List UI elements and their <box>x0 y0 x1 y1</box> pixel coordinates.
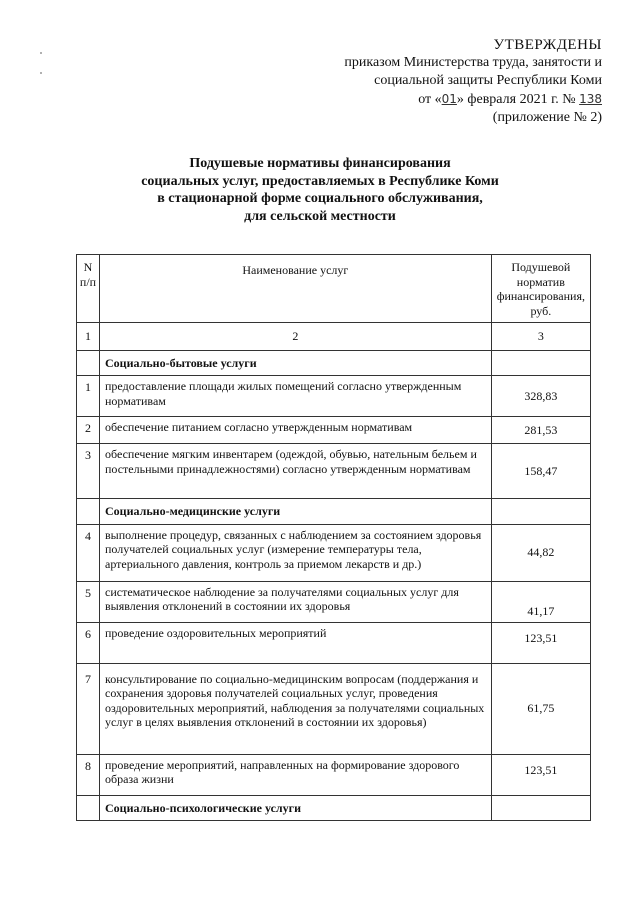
section-row <box>77 795 591 821</box>
table-row <box>77 417 591 444</box>
row-number: 3 <box>77 444 100 499</box>
table-row <box>77 754 591 795</box>
service-name: предоставление площади жилых помещений согласно утвержденным нормативам <box>100 376 492 417</box>
service-value: 61,75 <box>491 663 590 754</box>
service-value: 328,83 <box>491 376 590 417</box>
table-row <box>77 524 591 581</box>
row-number: 6 <box>77 622 100 663</box>
service-value: 158,47 <box>491 444 590 499</box>
section-social-domestic: Социально-бытовые услуги <box>100 350 492 376</box>
service-name: консультирование по социально-медицинским вопросам (поддержания и сохранения здоровья получателей социальных услуг, проведения оздоровительных мероприятий, наблюдения за получателями социальных услуг в целях выявления отклонений в состоянии их здоровья) <box>100 663 492 754</box>
service-name: проведение оздоровительных мероприятий <box>100 622 492 663</box>
service-value: 281,53 <box>491 417 590 444</box>
date-rest: » февраля 2021 г. № <box>456 92 580 107</box>
row-number: 4 <box>77 524 100 581</box>
date-prefix: от « <box>418 92 442 107</box>
document-title <box>100 155 540 225</box>
section-social-psychological: Социально-психологические услуги <box>100 795 492 821</box>
approval-block <box>242 36 602 127</box>
table-header-row <box>77 255 591 323</box>
row-number: 1 <box>77 376 100 417</box>
service-value: 123,51 <box>491 622 590 663</box>
order-number: 138 <box>579 92 602 106</box>
header-number: N п/п <box>77 255 100 323</box>
section-row <box>77 350 591 376</box>
normatives-table <box>76 254 591 821</box>
approval-date-line <box>242 90 602 109</box>
row-number: 5 <box>77 581 100 622</box>
date-day: 01 <box>441 92 457 106</box>
section-social-medical: Социально-медицинские услуги <box>100 499 492 525</box>
scan-speck <box>40 52 42 54</box>
section-row <box>77 499 591 525</box>
title-line-1: Подушевые нормативы финансирования <box>189 156 451 171</box>
title-line-3: в стационарной форме социального обслуживания, <box>157 191 483 206</box>
table-row <box>77 581 591 622</box>
service-value: 44,82 <box>491 524 590 581</box>
row-number: 2 <box>77 417 100 444</box>
column-numbers-row <box>77 323 591 351</box>
col-number-2: 2 <box>100 323 492 351</box>
service-name: проведение мероприятий, направленных на формирование здорового образа жизни <box>100 754 492 795</box>
approval-title: УТВЕРЖДЕНЫ <box>493 37 602 53</box>
col-number-3: 3 <box>491 323 590 351</box>
col-number-1: 1 <box>77 323 100 351</box>
appendix-note: (приложение № 2) <box>492 110 602 125</box>
table-row <box>77 444 591 499</box>
approval-line-1: приказом Министерства труда, занятости и <box>344 55 602 70</box>
header-service-name: Наименование услуг <box>100 255 492 323</box>
row-number: 7 <box>77 663 100 754</box>
table-row <box>77 622 591 663</box>
table-row <box>77 376 591 417</box>
service-name: обеспечение мягким инвентарем (одеждой, обувью, нательным бельем и постельными принадлежностями) согласно утвержденным нормативам <box>100 444 492 499</box>
service-value: 123,51 <box>491 754 590 795</box>
scan-speck <box>40 72 42 74</box>
title-line-2: социальных услуг, предоставляемых в Республике Коми <box>141 173 499 189</box>
service-name: обеспечение питанием согласно утвержденным нормативам <box>100 417 492 444</box>
approval-line-2: социальной защиты Республики Коми <box>374 73 602 88</box>
header-normative: Подушевой норматив финансирования, руб. <box>491 255 590 323</box>
service-value: 41,17 <box>491 581 590 622</box>
row-number: 8 <box>77 754 100 795</box>
service-name: систематическое наблюдение за получателями социальных услуг для выявления отклонений в состоянии их здоровья <box>100 581 492 622</box>
table-row <box>77 663 591 754</box>
title-line-4: для сельской местности <box>244 208 396 224</box>
service-name: выполнение процедур, связанных с наблюдением за состоянием здоровья получателей социальных услуг (измерение температуры тела, артериального давления, контроль за приемом лекарств и др.) <box>100 524 492 581</box>
